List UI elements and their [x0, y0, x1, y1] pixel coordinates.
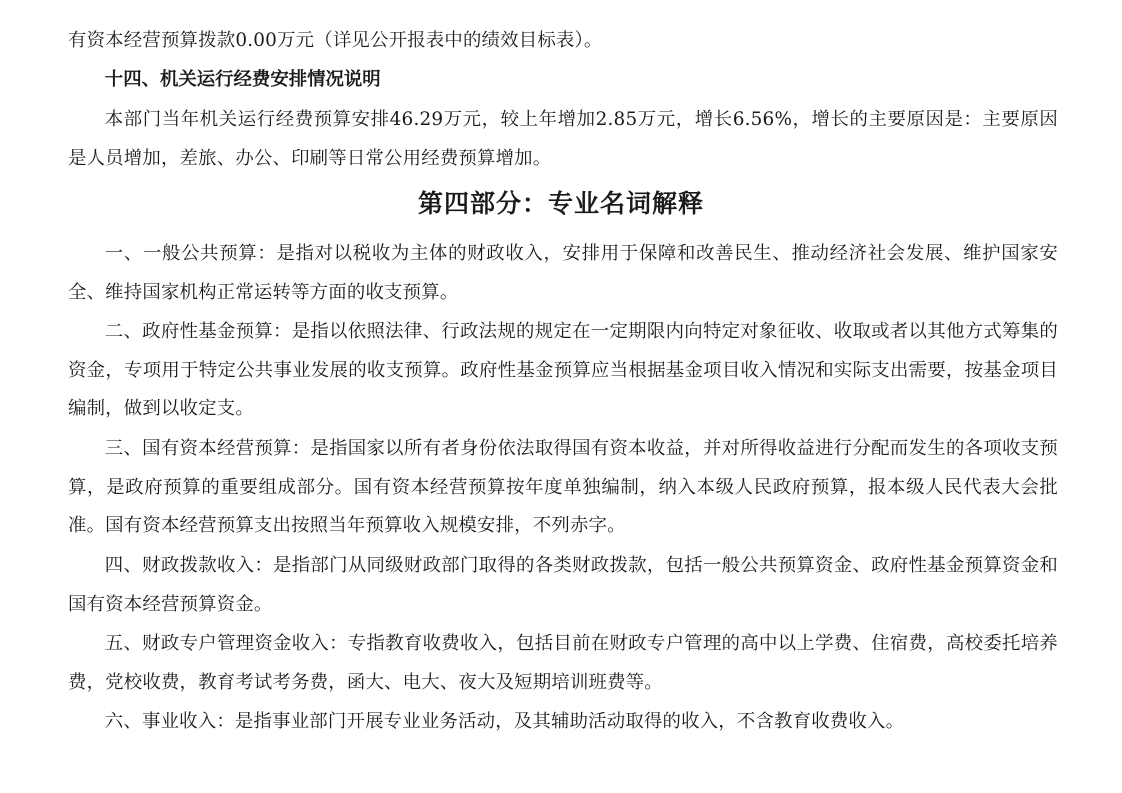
part-four-title: 第四部分：专业名词解释: [417, 189, 704, 218]
section-14-heading: 十四、机关运行经费安排情况说明: [104, 69, 381, 90]
term-business-income: 六、事业收入：是指事业部门开展专业业务活动，及其辅助活动取得的收入，不含教育收费收入。: [104, 711, 905, 732]
term-state-capital-budget: 三、国有资本经营预算：是指国家以所有者身份依法取得国有资本收益，并对所得收益进行分配而发生的各项收支预算，是政府预算的重要组成部分。国有资本经营预算按年度单独编制，纳入本级人民政府预算，报本级人民代表大会批准。国有资本经营预算支出按照当年预算收入规模安排，不列赤字。: [68, 438, 1058, 536]
term-fiscal-appropriation-income: 四、财政拨款收入：是指部门从同级财政部门取得的各类财政拨款，包括一般公共预算资金、政府性基金预算资金和国有资本经营预算资金。: [68, 555, 1058, 615]
term-general-public-budget: 一、一般公共预算：是指对以税收为主体的财政收入，安排用于保障和改善民生、推动经济社会发展、维护国家安全、维持国家机构正常运转等方面的收支预算。: [68, 243, 1058, 303]
section-14-body: 本部门当年机关运行经费预算安排46.29万元，较上年增加2.85万元，增长6.56%，增长的主要原因是：主要原因是人员增加，差旅、办公、印刷等日常公用经费预算增加。: [68, 109, 1058, 169]
continuation-paragraph: 有资本经营预算拨款0.00万元（详见公开报表中的绩效目标表）。: [68, 30, 603, 51]
term-government-fund-budget: 二、政府性基金预算：是指以依照法律、行政法规的规定在一定期限内向特定对象征收、收取或者以其他方式筹集的资金，专项用于特定公共事业发展的收支预算。政府性基金预算应当根据基金项目收入情况和实际支出需要，按基金项目编制，做到以收定支。: [68, 321, 1058, 419]
term-special-account-income: 五、财政专户管理资金收入：专指教育收费收入，包括目前在财政专户管理的高中以上学费、住宿费，高校委托培养费，党校收费，教育考试考务费，函大、电大、夜大及短期培训班费等。: [68, 633, 1058, 693]
